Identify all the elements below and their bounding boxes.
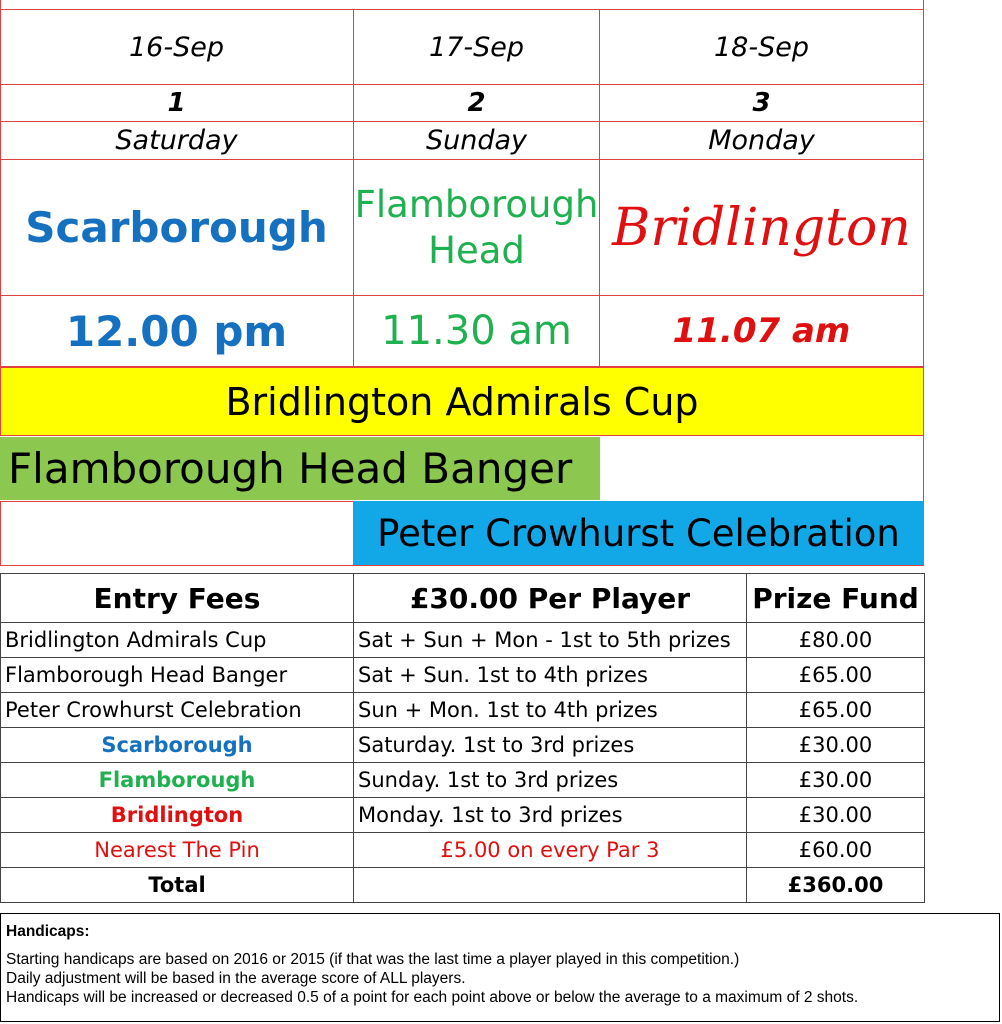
day-3-name: Monday — [708, 125, 815, 156]
prize-fund-header: Prize Fund — [747, 574, 925, 623]
total-label: Total — [1, 868, 354, 903]
entry-prize: £65.00 — [747, 693, 925, 728]
entry-name: Nearest The Pin — [1, 833, 354, 868]
entry-detail: Sat + Sun + Mon - 1st to 5th prizes — [354, 623, 747, 658]
table-row — [1, 693, 925, 728]
day-1-name: Saturday — [115, 125, 238, 156]
table-row — [1, 763, 925, 798]
entry-name: Peter Crowhurst Celebration — [1, 693, 354, 728]
total-prize: £360.00 — [747, 868, 925, 903]
grid-rule — [923, 0, 924, 566]
entry-prize: £30.00 — [747, 798, 925, 833]
admirals-cup-band: Bridlington Admirals Cup — [0, 367, 924, 436]
entry-detail: Saturday. 1st to 3rd prizes — [354, 728, 747, 763]
entry-detail: Sun + Mon. 1st to 4th prizes — [354, 693, 747, 728]
entry-name: Bridlington — [1, 798, 354, 833]
day-1-venue: Scarborough — [25, 203, 328, 252]
table-row — [1, 728, 925, 763]
handicaps-line: Daily adjustment will be based in the average score of ALL players. — [6, 970, 466, 987]
entry-detail: £5.00 on every Par 3 — [354, 833, 747, 868]
table-row — [1, 798, 925, 833]
entry-name: Flamborough Head Banger — [1, 658, 354, 693]
entry-detail: Sunday. 1st to 3rd prizes — [354, 763, 747, 798]
handicaps-line: Handicaps will be increased or decreased 0.5 of a point for each point above or below the average to a maximum of 2 shots. — [6, 989, 859, 1006]
day-2-number: 2 — [467, 88, 486, 118]
entry-prize: £30.00 — [747, 728, 925, 763]
day-2-venue: Flamborough Head — [354, 182, 599, 272]
total-detail — [354, 868, 747, 903]
entry-prize: £65.00 — [747, 658, 925, 693]
day-3-venue: Bridlington — [612, 197, 911, 258]
entry-name: Flamborough — [1, 763, 354, 798]
handicaps-title: Handicaps: — [6, 923, 90, 940]
day-3-time: 11.07 am — [672, 311, 851, 351]
handicaps-note — [0, 913, 1000, 1022]
entry-prize: £80.00 — [747, 623, 925, 658]
table-row — [1, 623, 925, 658]
table-header-row — [1, 574, 925, 623]
total-row — [1, 868, 925, 903]
day-2-name: Sunday — [425, 125, 528, 156]
day-2-time: 11.30 am — [381, 308, 572, 354]
per-player-header: £30.00 Per Player — [354, 574, 747, 623]
table-row — [1, 658, 925, 693]
entry-prize: £60.00 — [747, 833, 925, 868]
entry-name: Scarborough — [1, 728, 354, 763]
entry-prize: £30.00 — [747, 763, 925, 798]
head-banger-band: Flamborough Head Banger — [0, 437, 600, 500]
crowhurst-band: Peter Crowhurst Celebration — [353, 501, 924, 565]
day-3-date: 18-Sep — [714, 31, 809, 63]
entry-fees-table — [0, 573, 925, 903]
entry-fees-header: Entry Fees — [1, 574, 354, 623]
grid-rule — [0, 565, 924, 566]
table-row — [1, 833, 925, 868]
day-1-time: 12.00 pm — [65, 306, 288, 356]
entry-name: Bridlington Admirals Cup — [1, 623, 354, 658]
day-3-number: 3 — [752, 88, 771, 118]
handicaps-line: Starting handicaps are based on 2016 or 2015 (if that was the last time a player played in this competition.) — [6, 951, 740, 968]
entry-detail: Monday. 1st to 3rd prizes — [354, 798, 747, 833]
entry-detail: Sat + Sun. 1st to 4th prizes — [354, 658, 747, 693]
day-1-date: 16-Sep — [129, 31, 224, 63]
day-2-date: 17-Sep — [429, 31, 524, 63]
day-1-number: 1 — [167, 88, 186, 118]
grid-rule — [0, 501, 1, 566]
